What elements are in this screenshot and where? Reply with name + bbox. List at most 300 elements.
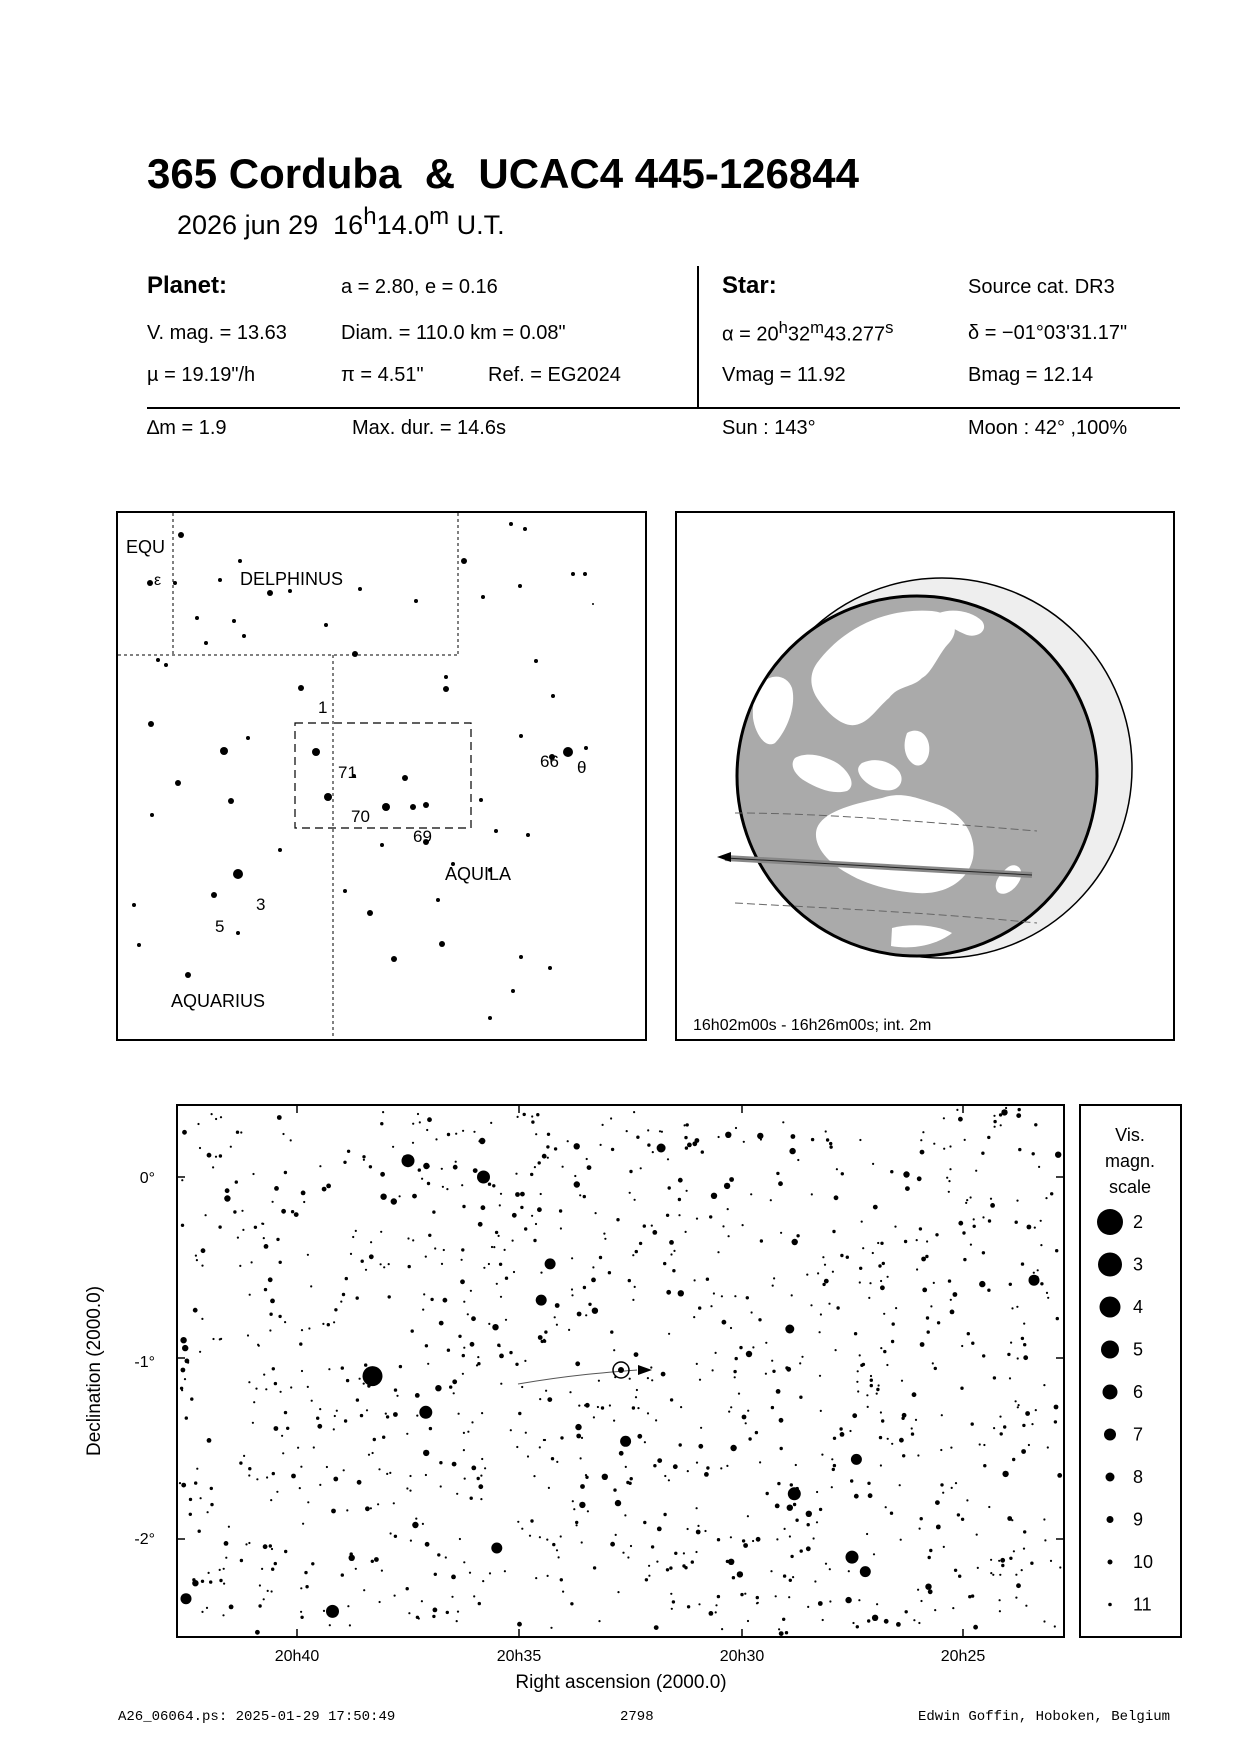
field-star: [770, 1199, 772, 1201]
field-star: [570, 1602, 573, 1605]
field-star: [890, 1170, 893, 1173]
field-star: [425, 1344, 428, 1347]
field-star: [1016, 1583, 1021, 1588]
field-star: [880, 1411, 882, 1413]
field-star: [821, 1454, 823, 1456]
field-star: [462, 1373, 464, 1375]
field-star: [746, 1296, 749, 1299]
field-star: [1015, 1221, 1018, 1224]
field-star: [326, 1466, 328, 1468]
field-star: [463, 1301, 465, 1303]
field-star: [673, 1464, 678, 1469]
field-star: [317, 1424, 322, 1429]
field-star: [480, 1498, 482, 1500]
field-star: [816, 1491, 818, 1493]
field-star: [922, 1288, 927, 1293]
field-star: [818, 1601, 823, 1606]
field-star: [727, 1208, 729, 1210]
field-star: [219, 1569, 221, 1571]
field-star: [357, 1480, 362, 1485]
field-star: [343, 1469, 345, 1471]
field-star: [533, 1475, 535, 1477]
field-star: [966, 1499, 968, 1501]
field-star: [240, 1559, 243, 1562]
field-star: [492, 1184, 495, 1187]
field-star: [343, 1161, 346, 1164]
y-tick-0: 0°: [139, 1170, 155, 1187]
field-star: [207, 1438, 212, 1443]
field-star: [918, 1622, 920, 1624]
field-star: [542, 1154, 547, 1159]
field-star: [251, 1261, 253, 1263]
field-star: [199, 1147, 201, 1149]
field-star: [267, 1590, 269, 1592]
field-star: [1028, 1444, 1030, 1446]
bright-star: [788, 1487, 801, 1500]
field-star: [451, 1575, 456, 1580]
field-star: [811, 1193, 813, 1195]
field-star: [551, 1457, 554, 1460]
field-star: [943, 1148, 945, 1150]
field-star: [189, 1498, 192, 1501]
field-star: [916, 1268, 918, 1270]
field-star: [473, 1595, 475, 1597]
field-star: [218, 1225, 221, 1228]
field-star: [729, 1177, 734, 1182]
field-star: [578, 1405, 580, 1407]
field-star: [461, 1259, 463, 1261]
field-star: [652, 1151, 654, 1153]
bright-star: [419, 1406, 432, 1419]
field-star: [518, 1412, 521, 1415]
field-star: [648, 1575, 650, 1577]
finder-star: [518, 584, 522, 588]
field-star: [824, 1279, 829, 1284]
field-star: [1023, 1323, 1025, 1325]
finder-star: [551, 694, 555, 698]
field-star: [311, 1562, 314, 1565]
field-star: [829, 1145, 832, 1148]
field-star: [574, 1175, 576, 1177]
field-star: [254, 1226, 257, 1229]
field-star: [902, 1454, 905, 1457]
finder-star: [461, 558, 467, 564]
field-star: [602, 1474, 608, 1480]
field-star: [632, 1406, 635, 1409]
mag-scale-label: 7: [1133, 1424, 1144, 1445]
field-star: [299, 1342, 302, 1345]
field-star: [859, 1139, 861, 1141]
field-star: [778, 1628, 780, 1630]
field-star: [943, 1546, 945, 1548]
finder-star: [236, 931, 240, 935]
field-star: [735, 1357, 738, 1360]
field-star: [747, 1515, 749, 1517]
field-star: [617, 1591, 619, 1593]
field-star: [406, 1587, 409, 1590]
field-star: [446, 1611, 449, 1614]
finder-star: [148, 721, 154, 727]
field-star: [885, 1506, 887, 1508]
field-star: [956, 1109, 958, 1111]
field-star: [663, 1262, 666, 1265]
field-star: [222, 1614, 224, 1616]
field-star: [859, 1267, 862, 1270]
field-star: [427, 1182, 430, 1185]
field-star: [225, 1557, 227, 1559]
field-star: [722, 1320, 727, 1325]
field-star: [435, 1385, 441, 1391]
field-star: [930, 1305, 932, 1307]
field-star: [396, 1395, 398, 1397]
field-star: [882, 1262, 885, 1265]
field-star: [750, 1193, 752, 1195]
field-star: [797, 1159, 799, 1161]
field-star: [678, 1178, 683, 1183]
field-star: [1045, 1197, 1047, 1199]
field-star: [230, 1146, 232, 1148]
time-hours: 16: [333, 210, 364, 240]
field-star: [866, 1394, 868, 1396]
field-star: [237, 1237, 239, 1239]
field-star: [963, 1258, 966, 1261]
field-star: [258, 1345, 260, 1347]
field-star: [264, 1244, 269, 1249]
finder-star: [380, 843, 384, 847]
field-star: [333, 1477, 338, 1482]
field-star: [734, 1295, 736, 1297]
field-star: [365, 1506, 370, 1511]
field-star: [783, 1574, 786, 1577]
field-star: [653, 1464, 656, 1467]
field-star: [415, 1393, 420, 1398]
field-star: [694, 1279, 696, 1281]
field-star: [253, 1401, 255, 1403]
field-star: [1009, 1283, 1012, 1286]
field-star: [433, 1608, 438, 1613]
field-star: [891, 1340, 894, 1343]
field-star: [870, 1384, 873, 1387]
field-star: [654, 1625, 659, 1630]
field-star: [434, 1247, 436, 1249]
finder-star: [367, 910, 373, 916]
field-star: [1040, 1244, 1042, 1246]
field-star: [696, 1530, 701, 1535]
field-star: [239, 1265, 241, 1267]
field-star: [512, 1213, 517, 1218]
field-star: [791, 1134, 796, 1139]
field-star: [973, 1625, 978, 1630]
finder-star: [519, 955, 523, 959]
field-star: [409, 1475, 411, 1477]
event-date: 2026 jun 29: [177, 210, 319, 240]
field-star: [643, 1521, 646, 1524]
finder-star: [443, 686, 449, 692]
field-star: [592, 1308, 598, 1314]
field-star: [271, 1590, 273, 1592]
field-star: [828, 1303, 830, 1305]
field-star: [210, 1503, 213, 1506]
field-star: [274, 1382, 277, 1385]
field-star: [301, 1191, 306, 1196]
time-scale: U.T.: [456, 210, 505, 240]
finder-star: [220, 747, 228, 755]
field-star: [467, 1431, 469, 1433]
field-star: [245, 1543, 247, 1545]
field-star: [866, 1533, 868, 1535]
finder-star: [195, 616, 199, 620]
field-star: [965, 1202, 967, 1204]
finder-star: [494, 829, 498, 833]
field-star: [558, 1556, 560, 1558]
field-star: [540, 1193, 542, 1195]
finder-star: [423, 802, 429, 808]
field-star: [825, 1563, 827, 1565]
field-star: [281, 1209, 286, 1214]
field-star: [683, 1552, 685, 1554]
field-star: [901, 1380, 903, 1382]
field-star: [920, 1342, 925, 1347]
field-star: [517, 1521, 519, 1523]
field-star: [678, 1214, 680, 1216]
field-star: [346, 1379, 349, 1382]
field-star: [905, 1610, 908, 1613]
finder-star: [358, 587, 362, 591]
field-star: [272, 1201, 274, 1203]
field-star: [937, 1525, 940, 1528]
field-star: [1043, 1518, 1045, 1520]
field-star: [583, 1195, 586, 1198]
field-star: [185, 1359, 190, 1364]
field-star: [278, 1315, 281, 1318]
field-star: [462, 1130, 464, 1132]
star-label-theta: θ: [577, 758, 587, 777]
field-star: [850, 1479, 853, 1482]
field-star: [284, 1171, 287, 1174]
finder-star: [534, 659, 538, 663]
field-star: [806, 1511, 812, 1517]
field-star: [1013, 1550, 1015, 1552]
field-star: [440, 1485, 442, 1487]
field-star: [905, 1186, 910, 1191]
field-star: [999, 1574, 1001, 1576]
field-star: [284, 1321, 286, 1323]
star-source-catalog: Source cat. DR3: [968, 276, 1115, 298]
finder-star: [204, 641, 208, 645]
field-star: [887, 1276, 889, 1278]
field-star: [867, 1619, 870, 1622]
field-star: [212, 1166, 214, 1168]
field-star: [1056, 1317, 1059, 1320]
field-star: [737, 1571, 743, 1577]
field-star: [347, 1605, 349, 1607]
field-star: [943, 1117, 945, 1119]
field-star: [371, 1560, 374, 1563]
field-star: [876, 1388, 879, 1391]
field-star: [521, 1386, 523, 1388]
field-star: [372, 1452, 374, 1454]
field-star: [556, 1549, 558, 1551]
zoom-field-box: [295, 723, 471, 828]
finder-star: [583, 572, 587, 576]
field-star: [307, 1254, 309, 1256]
field-star: [917, 1176, 922, 1181]
field-star: [1023, 1343, 1026, 1346]
field-star: [859, 1281, 861, 1283]
field-star: [700, 1427, 702, 1429]
field-star: [369, 1254, 374, 1259]
field-star: [795, 1464, 797, 1466]
field-star: [773, 1277, 775, 1279]
field-star: [884, 1619, 889, 1624]
field-star: [181, 1483, 186, 1488]
field-star: [647, 1377, 649, 1379]
field-star: [915, 1419, 917, 1421]
mag-scale-label: 4: [1133, 1297, 1144, 1317]
field-star: [911, 1432, 914, 1435]
field-star: [770, 1570, 772, 1572]
field-star: [661, 1131, 663, 1133]
finder-star: [519, 734, 523, 738]
field-star: [425, 1542, 430, 1547]
field-star: [1054, 1625, 1056, 1627]
field-star: [382, 1111, 384, 1113]
field-star: [1001, 1564, 1004, 1567]
field-star: [470, 1342, 475, 1347]
field-star: [899, 1484, 901, 1486]
field-star: [955, 1482, 957, 1484]
field-star: [429, 1427, 432, 1430]
field-star: [652, 1230, 657, 1235]
mag-scale-dot: [1101, 1341, 1119, 1359]
x-tick-20h35: 20h35: [496, 1648, 542, 1665]
field-star: [341, 1366, 344, 1369]
field-star: [500, 1296, 502, 1298]
field-star: [999, 1610, 1001, 1612]
field-star: [824, 1264, 826, 1266]
field-star: [452, 1462, 457, 1467]
field-star: [1023, 1548, 1025, 1550]
finder-star: [488, 1016, 492, 1020]
field-star: [950, 1299, 952, 1301]
field-star: [1031, 1423, 1033, 1425]
field-star: [224, 1541, 229, 1546]
field-star: [467, 1313, 469, 1315]
field-star: [629, 1378, 631, 1380]
field-star: [756, 1596, 759, 1599]
field-star: [455, 1133, 457, 1135]
field-star: [380, 1231, 382, 1233]
field-star: [685, 1146, 688, 1149]
field-star: [236, 1131, 239, 1134]
field-star: [437, 1553, 440, 1556]
field-star: [861, 1221, 863, 1223]
field-star: [698, 1306, 701, 1309]
field-star: [858, 1599, 860, 1601]
finder-star: [150, 813, 154, 817]
globe-time-caption: 16h02m00s - 16h26m00s; int. 2m: [693, 1017, 932, 1034]
field-star: [547, 1575, 549, 1577]
finder-star: [298, 685, 304, 691]
field-star: [872, 1252, 874, 1254]
field-star: [482, 1580, 484, 1582]
field-star: [800, 1549, 803, 1552]
field-star: [492, 1324, 498, 1330]
field-star: [571, 1294, 573, 1296]
field-star: [644, 1441, 646, 1443]
field-star: [219, 1579, 222, 1582]
field-star: [412, 1123, 414, 1125]
field-star: [659, 1130, 661, 1132]
field-star: [1050, 1560, 1052, 1562]
field-star: [1010, 1342, 1012, 1344]
field-star: [728, 1235, 730, 1237]
field-star: [645, 1578, 648, 1581]
field-star: [394, 1535, 397, 1538]
field-star: [248, 1381, 250, 1383]
field-star: [263, 1374, 265, 1376]
field-star: [201, 1248, 206, 1253]
field-star: [495, 1231, 498, 1234]
field-star: [491, 1246, 493, 1248]
field-star: [867, 1406, 869, 1408]
field-star: [833, 1437, 836, 1440]
field-star: [634, 1286, 636, 1288]
field-star: [668, 1186, 671, 1189]
field-star: [961, 1345, 963, 1347]
field-star: [248, 1542, 250, 1544]
field-star: [505, 1277, 508, 1280]
bright-star: [545, 1258, 556, 1269]
field-star: [877, 1242, 879, 1244]
field-star: [268, 1277, 273, 1282]
field-star: [626, 1130, 628, 1132]
field-star: [715, 1352, 717, 1354]
field-star: [473, 1168, 478, 1173]
field-star: [1003, 1425, 1006, 1428]
field-star: [411, 1329, 414, 1332]
field-star: [948, 1191, 950, 1193]
field-star: [869, 1282, 871, 1284]
mag-scale-label: 9: [1133, 1509, 1144, 1530]
field-star: [311, 1400, 313, 1402]
field-star: [697, 1525, 699, 1527]
mag-scale-label: 10: [1133, 1552, 1154, 1572]
field-star: [471, 1421, 473, 1423]
field-star: [921, 1257, 926, 1262]
field-star: [940, 1483, 943, 1486]
field-star: [264, 1288, 267, 1291]
field-star: [544, 1330, 547, 1333]
finder-chart-svg: [118, 513, 645, 1039]
field-star: [670, 1593, 672, 1595]
mag-scale-label: 2: [1133, 1212, 1144, 1232]
field-star: [789, 1535, 791, 1537]
field-star: [691, 1560, 694, 1563]
field-star: [693, 1316, 695, 1318]
field-star: [840, 1254, 843, 1257]
field-star: [418, 1617, 420, 1619]
field-star: [391, 1198, 397, 1204]
field-star: [290, 1386, 292, 1388]
field-star: [926, 1316, 929, 1319]
field-star: [669, 1240, 674, 1245]
bright-star: [363, 1366, 383, 1386]
x-axis-label: Right ascension (2000.0): [515, 1672, 727, 1693]
field-star: [760, 1239, 763, 1242]
field-star: [586, 1158, 588, 1160]
field-star: [322, 1323, 324, 1325]
